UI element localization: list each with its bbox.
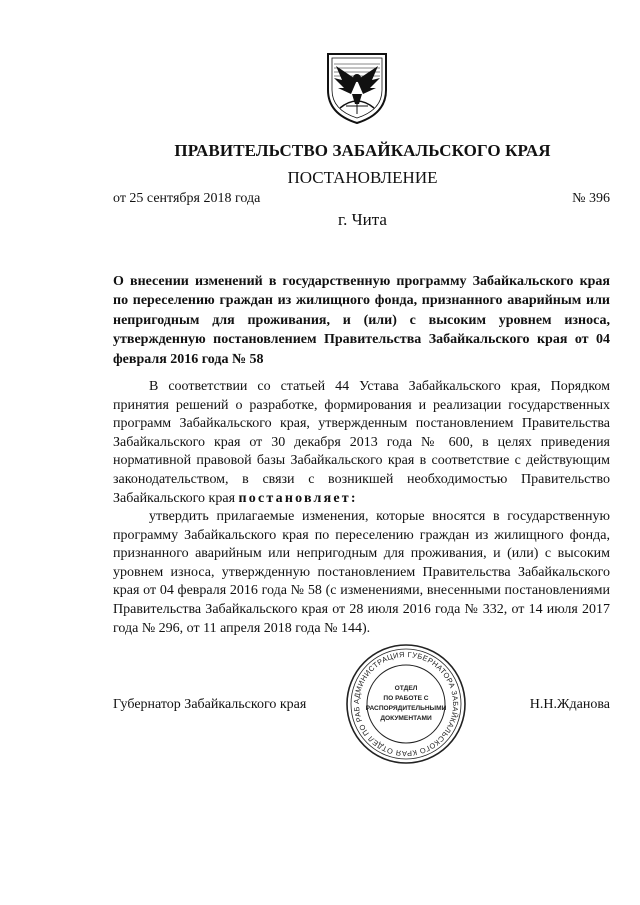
- official-stamp-icon: [344, 642, 468, 766]
- signatory-title: Губернатор Забайкальского края: [113, 697, 307, 712]
- document-type: ПОСТАНОВЛЕНИЕ: [287, 168, 438, 187]
- coat-of-arms-icon: [324, 50, 390, 126]
- document-city: г. Чита: [338, 210, 387, 229]
- signatory-name: Н.Н.Жданова: [529, 697, 610, 712]
- body-paragraph-1-text: В соответствии со статьей 44 Устава Забайкальского края, Порядком принятия решений о разработке, формирования и реализации государственных программ Забайкальского края, утвержденным постановлением Правительства Забайкальского края от 30 декабря 2013 года № 600, в целях приведения нормативной правовой базы Забайкальского края в соответствие с действующим законодательством, в связи с возникшей необходимостью Правительство Забайкальского края: [113, 379, 610, 506]
- stamp-line-3: РАСПОРЯДИТЕЛЬНЫМИ: [365, 705, 447, 712]
- body-paragraph-2: утвердить прилагаемые изменения, которые вносятся в государственную программу Забайкальского края по переселению граждан из жилищного фонда, признанного аварийным или непригодным для проживания, и (или) с высоким уровнем износа, утвержденную постановлением Правительства Забайкальского края от 04 февраля 2016 года № 58 (с изменениями, внесенными постановлениями Правительства Забайкальского края от 28 июля 2016 года № 332, от 14 июля 2017 года № 296, от 11 апреля 2018 года № 144).: [113, 509, 610, 636]
- stamp-line-4: ДОКУМЕНТАМИ: [380, 715, 432, 722]
- decree-verb: постановляет:: [238, 490, 358, 506]
- document-number: № 396: [572, 191, 610, 206]
- stamp-ring-text: АДМИНИСТРАЦИЯ ГУБЕРНАТОРА ЗАБАЙКАЛЬСКОГО КРАЯ ОТДЕЛ ПО РАБ: [351, 649, 461, 759]
- stamp-line-1: ОТДЕЛ: [394, 685, 418, 692]
- document-subject: О внесении изменений в государственную программу Забайкальского края по переселению граждан из жилищного фонда, признанного аварийным или непригодным для проживания, и (или) с высоким уровнем износа, утвержденную постановлением Правительства Забайкальского края от 04 февраля 2016 года № 58: [113, 274, 610, 367]
- body-paragraph-1: [113, 378, 610, 508]
- government-title: ПРАВИТЕЛЬСТВО ЗАБАЙКАЛЬСКОГО КРАЯ: [174, 141, 551, 160]
- document-date: от 25 сентября 2018 года: [113, 191, 261, 206]
- stamp-line-2: ПО РАБОТЕ С: [383, 695, 429, 702]
